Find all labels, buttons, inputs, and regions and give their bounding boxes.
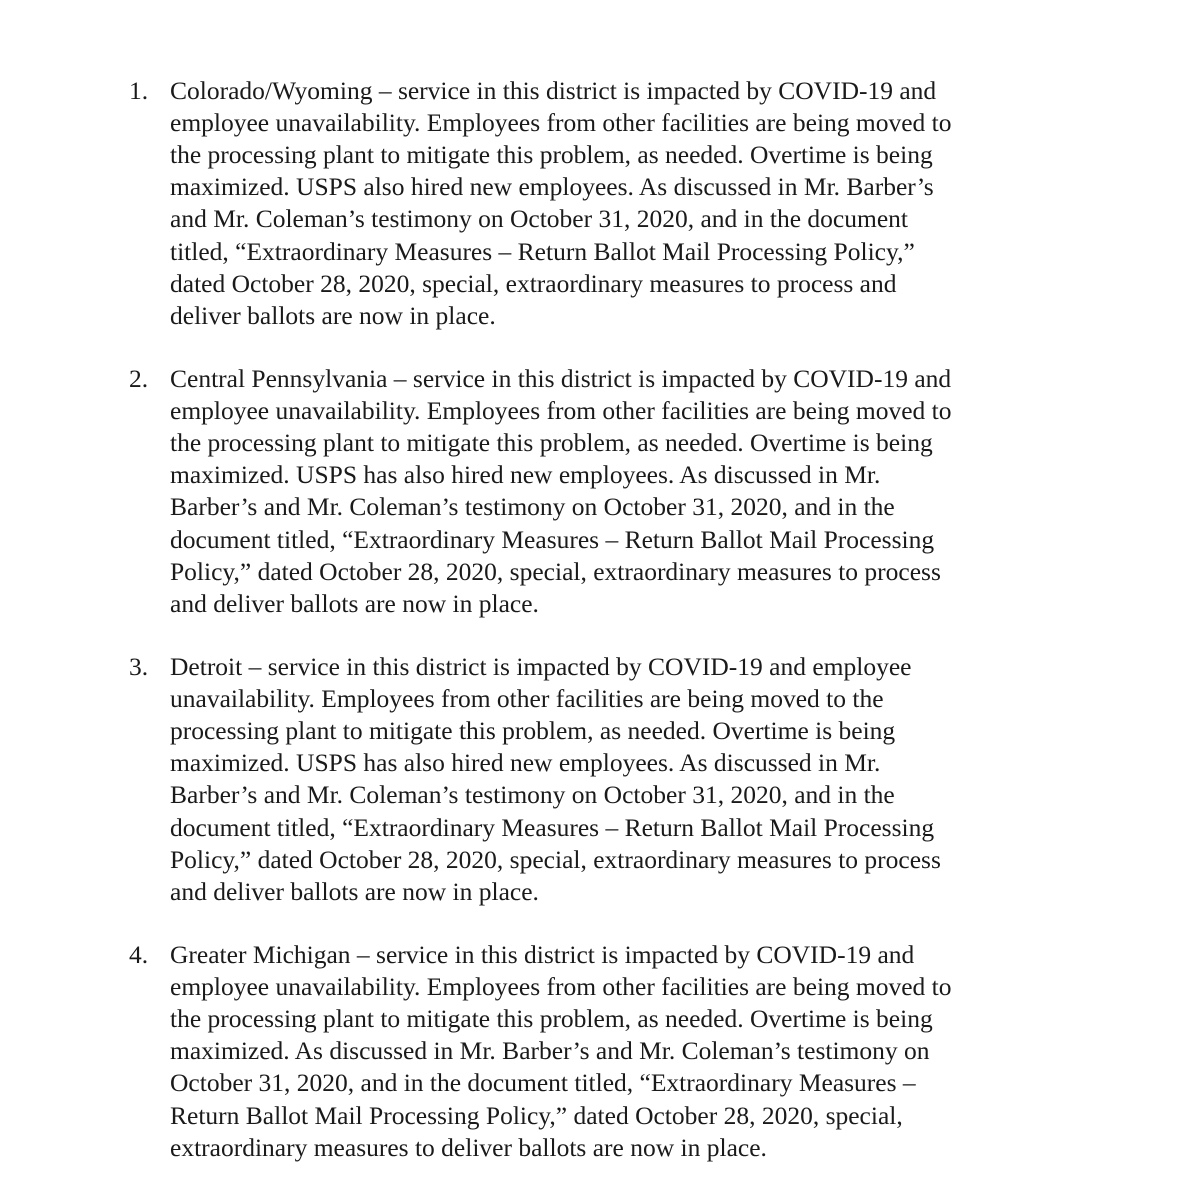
paragraph-line: the processing plant to mitigate this problem, as needed. Overtime is being: [170, 428, 933, 458]
list-item-number: 1.: [129, 76, 149, 105]
paragraph-line: maximized. USPS has also hired new employees. As discussed in Mr.: [170, 748, 881, 778]
paragraph-line: Policy,” dated October 28, 2020, special, extraordinary measures to process: [170, 844, 941, 874]
list-item-number: 3.: [129, 652, 149, 681]
paragraph-line: October 31, 2020, and in the document titled, “Extraordinary Measures –: [170, 1068, 916, 1098]
paragraph-line: the processing plant to mitigate this problem, as needed. Overtime is being: [170, 1004, 933, 1034]
paragraph-line: Return Ballot Mail Processing Policy,” dated October 28, 2020, special,: [170, 1100, 903, 1130]
paragraph-line: and deliver ballots are now in place.: [170, 876, 539, 906]
paragraph-line: dated October 28, 2020, special, extraordinary measures to process and: [170, 268, 897, 298]
paragraph-line: employee unavailability. Employees from other facilities are being moved to: [170, 108, 952, 138]
paragraph-line: Policy,” dated October 28, 2020, special, extraordinary measures to process: [170, 556, 941, 586]
paragraph-line: titled, “Extraordinary Measures – Return Ballot Mail Processing Policy,”: [170, 236, 915, 266]
paragraph-line: document titled, “Extraordinary Measures – Return Ballot Mail Processing: [170, 524, 935, 554]
paragraph-line: Barber’s and Mr. Coleman’s testimony on October 31, 2020, and in the: [170, 492, 895, 522]
paragraph-line: maximized. USPS has also hired new employees. As discussed in Mr.: [170, 460, 881, 490]
paragraph-line: unavailability. Employees from other facilities are being moved to the: [170, 684, 884, 714]
paragraph-line: Greater Michigan – service in this district is impacted by COVID-19 and: [170, 940, 915, 969]
paragraph-line: Colorado/Wyoming – service in this district is impacted by COVID-19 and: [170, 76, 937, 105]
paragraph-line: and Mr. Coleman’s testimony on October 31, 2020, and in the document: [170, 204, 908, 234]
paragraph-line: Central Pennsylvania – service in this district is impacted by COVID-19 and: [170, 364, 952, 393]
paragraph-line: document titled, “Extraordinary Measures – Return Ballot Mail Processing: [170, 812, 935, 842]
paragraph-line: extraordinary measures to deliver ballots are now in place.: [170, 1132, 767, 1162]
paragraph-line: maximized. USPS also hired new employees. As discussed in Mr. Barber’s: [170, 172, 934, 202]
list-item-number: 4.: [129, 940, 149, 969]
list-item-number: 2.: [129, 364, 149, 393]
paragraph-line: maximized. As discussed in Mr. Barber’s and Mr. Coleman’s testimony on: [170, 1036, 930, 1066]
paragraph-line: processing plant to mitigate this problem, as needed. Overtime is being: [170, 716, 896, 746]
paragraph-line: and deliver ballots are now in place.: [170, 588, 539, 618]
paragraph-line: deliver ballots are now in place.: [170, 300, 496, 330]
paragraph-line: Barber’s and Mr. Coleman’s testimony on October 31, 2020, and in the: [170, 780, 895, 810]
paragraph-line: Detroit – service in this district is impacted by COVID-19 and employee: [170, 652, 912, 681]
paragraph-line: employee unavailability. Employees from other facilities are being moved to: [170, 972, 952, 1002]
paragraph-line: the processing plant to mitigate this problem, as needed. Overtime is being: [170, 140, 933, 170]
paragraph-line: employee unavailability. Employees from other facilities are being moved to: [170, 396, 952, 426]
